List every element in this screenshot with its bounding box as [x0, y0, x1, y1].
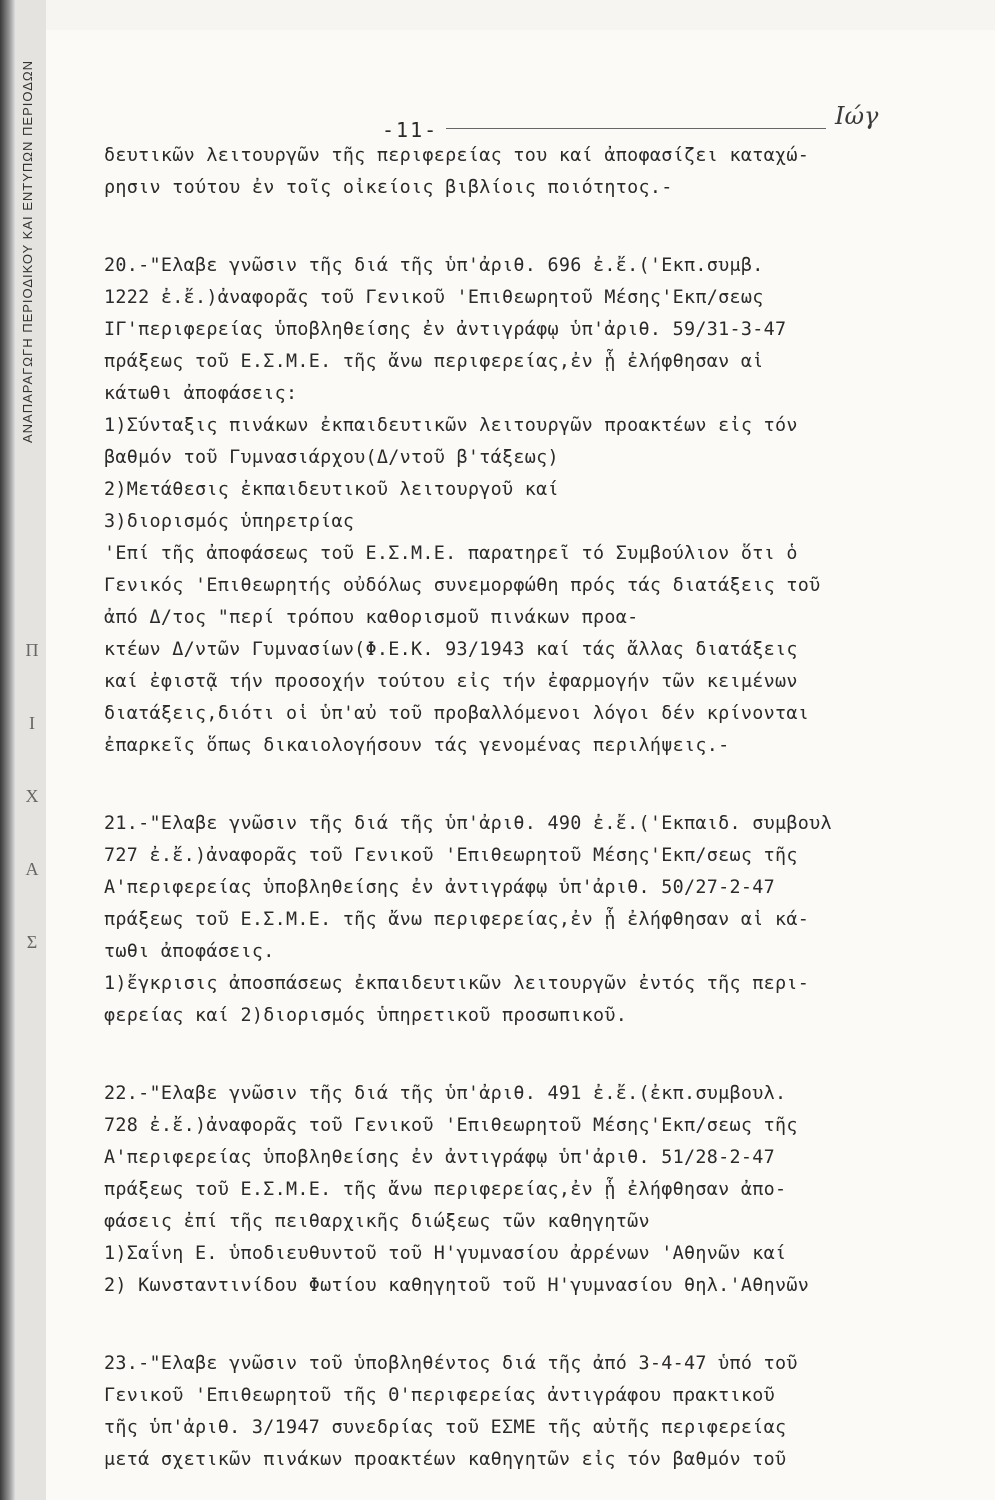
side-letter: Π — [25, 640, 39, 660]
side-letter: Σ — [26, 932, 38, 952]
text-line: Α'περιφερείας ὑποβληθείσης ἐν ἀντιγράφῳ ὑπ'ἀριθ. 51/28-2-47 — [104, 1147, 775, 1168]
side-letter: Χ — [25, 786, 39, 806]
text-line: καί ἐφιστᾷ τήν προσοχήν τούτου εἰς τήν ἐφαρμογήν τῶν κειμένων — [104, 671, 798, 692]
paragraph-gap — [104, 762, 954, 808]
text-line: δευτικῶν λειτουργῶν τῆς περιφερείας του καί ἀποφασίζει καταχώ- — [104, 145, 810, 166]
text-line: 22.-"Ελαβε γνῶσιν τῆς διά τῆς ὑπ'ἀριθ. 491 ἐ.ἔ.(ἐκπ.συμβουλ. — [104, 1083, 787, 1104]
scan-edge — [0, 0, 16, 1500]
text-line: πράξεως τοῦ Ε.Σ.Μ.Ε. τῆς ἄνω περιφερείας,ἐν ᾗ ἐλήφθησαν αἱ κά- — [104, 909, 810, 930]
side-letters — [22, 640, 42, 953]
text-line: 728 ἐ.ἔ.)ἀναφορᾶς τοῦ Γενικοῦ 'Επιθεωρητοῦ Μέσης'Εκπ/σεως τῆς — [104, 1115, 798, 1136]
archive-stamp: ΑΝΑΠΑΡΑΓΩΓΗ ΠΕΡΙΟΔΙΚΟΥ ΚΑΙ ΕΝΤΥΠΩΝ ΠΕΡΙΟΔΩΝ — [20, 60, 35, 444]
text-line: 20.-"Ελαβε γνῶσιν τῆς διά τῆς ὑπ'ἀριθ. 696 ἐ.ἔ.('Εκπ.συμβ. — [104, 255, 764, 276]
paragraph-gap — [104, 1302, 954, 1348]
text-line: 2)Μετάθεσις ἐκπαιδευτικοῦ λειτουργοῦ καί — [104, 479, 559, 500]
paragraph — [104, 1348, 954, 1476]
text-line: πράξεως τοῦ Ε.Σ.Μ.Ε. τῆς ἄνω περιφερείας,ἐν ᾗ ἐλήφθησαν ἀπο- — [104, 1179, 787, 1200]
text-line: μετά σχετικῶν πινάκων προακτέων καθηγητῶν εἰς τόν βαθμόν τοῦ — [104, 1449, 787, 1470]
text-line: βαθμόν τοῦ Γυμνασιάρχου(Δ/ντοῦ β'τάξεως) — [104, 447, 559, 468]
text-line: 727 ἐ.ἔ.)ἀναφορᾶς τοῦ Γενικοῦ 'Επιθεωρητοῦ Μέσης'Εκπ/σεως τῆς — [104, 845, 798, 866]
text-line: 'Επί τῆς ἀποφάσεως τοῦ Ε.Σ.Μ.Ε. παρατηρεῖ τό Συμβούλιον ὅτι ὁ — [104, 543, 798, 564]
page-number: -11- — [382, 118, 439, 142]
paragraph — [104, 140, 954, 204]
text-line: 3)διορισμός ὑπηρετρίας — [104, 511, 355, 532]
text-line: ρησιν τούτου ἐν τοῖς οἰκείοις βιβλίοις ποιότητος.- — [104, 177, 673, 198]
text-line: Γενικός 'Επιθεωρητής οὐδόλως συνεμορφώθη πρός τάς διατάξεις τοῦ — [104, 575, 821, 596]
text-line: ΙΓ'περιφερείας ὑποβληθείσης ἐν ἀντιγράφῳ ὑπ'ἀριθ. 59/31-3-47 — [104, 319, 787, 340]
text-line: 1222 ἐ.ἔ.)ἀναφορᾶς τοῦ Γενικοῦ 'Επιθεωρητοῦ Μέσης'Εκπ/σεως — [104, 287, 764, 308]
side-letter: Α — [25, 859, 39, 879]
text-line: διατάξεις,διότι οἱ ὑπ'αὐ τοῦ προβαλλόμενοι λόγοι δέν κρίνονται — [104, 703, 810, 724]
side-letter: Ι — [29, 713, 35, 733]
handwritten-initials: Ιώγ — [835, 102, 879, 130]
text-line: 1)ἔγκρισις ἀποσπάσεως ἐκπαιδευτικῶν λειτουργῶν ἐντός τῆς περι- — [104, 973, 810, 994]
text-line: 23.-"Ελαβε γνῶσιν τοῦ ὑποβληθέντος διά τῆς ἀπό 3-4-47 ὑπό τοῦ — [104, 1353, 798, 1374]
text-line: τωθι ἀποφάσεις. — [104, 941, 275, 962]
text-line: φάσεις ἐπί τῆς πειθαρχικῆς διώξεως τῶν καθηγητῶν — [104, 1211, 650, 1232]
text-line: κτέων Δ/ντῶν Γυμνασίων(Φ.Ε.Κ. 93/1943 καί τάς ἄλλας διατάξεις — [104, 639, 798, 660]
text-line: φερείας καί 2)διορισμός ὑπηρετικοῦ προσωπικοῦ. — [104, 1005, 628, 1026]
text-line: 1)Σαΐνη Ε. ὑποδιευθυντοῦ τοῦ Η'γυμνασίου ἀρρένων 'Αθηνῶν καί — [104, 1243, 787, 1264]
paragraph-gap — [104, 204, 954, 250]
text-line: 2) Κωνσταντινίδου Φωτίου καθηγητοῦ τοῦ Η'γυμνασίου θηλ.'Αθηνῶν — [104, 1275, 810, 1296]
document-body — [104, 140, 954, 1476]
paragraph — [104, 250, 954, 762]
text-line: Γενικοῦ 'Επιθεωρητοῦ τῆς Θ'περιφερείας ἀντιγράφου πρακτικοῦ — [104, 1385, 775, 1406]
text-line: τῆς ὑπ'ἀριθ. 3/1947 συνεδρίας τοῦ ΕΣΜΕ τῆς αὐτῆς περιφερείας — [104, 1417, 787, 1438]
paragraph-gap — [104, 1032, 954, 1078]
text-line: ἐπαρκεῖς ὅπως δικαιολογήσουν τάς γενομένας περιλήψεις.- — [104, 735, 730, 756]
paragraph — [104, 1078, 954, 1302]
text-line: 21.-"Ελαβε γνῶσιν τῆς διά τῆς ὑπ'ἀριθ. 490 ἐ.ἔ.('Εκπαιδ. συμβουλ — [104, 813, 832, 834]
text-line: Α'περιφερείας ὑποβληθείσης ἐν ἀντιγράφῳ ὑπ'ἀριθ. 50/27-2-47 — [104, 877, 775, 898]
text-line: πράξεως τοῦ Ε.Σ.Μ.Ε. τῆς ἄνω περιφερείας,ἐν ᾗ ἐλήφθησαν αἱ — [104, 351, 764, 372]
paragraph — [104, 808, 954, 1032]
text-line: κάτωθι ἀποφάσεις: — [104, 383, 298, 404]
text-line: 1)Σύνταξις πινάκων ἐκπαιδευτικῶν λειτουργῶν προακτέων εἰς τόν — [104, 415, 798, 436]
text-line: ἀπό Δ/τος "περί τρόπου καθορισμοῦ πινάκων προα- — [104, 607, 639, 628]
